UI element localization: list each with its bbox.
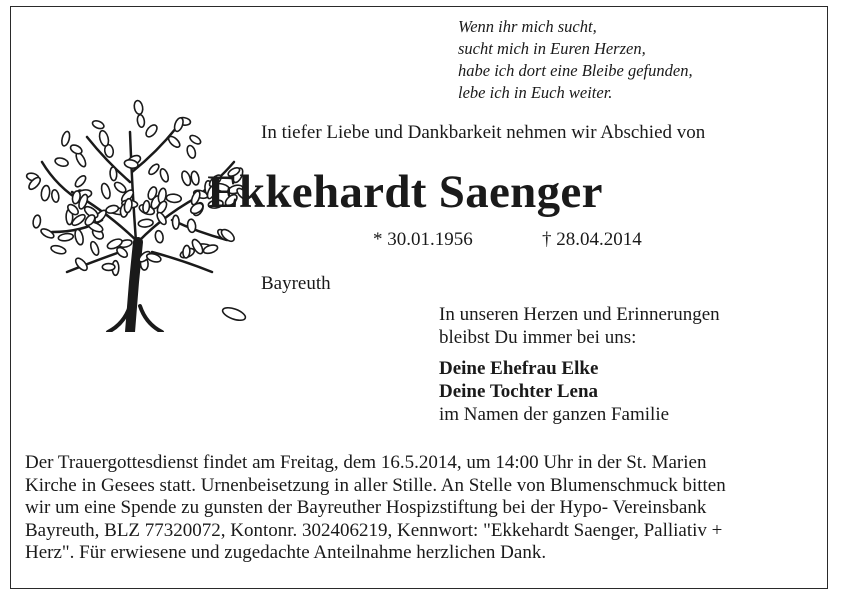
- notice-line: wir um eine Spende zu gunsten der Bayreuther Hospizstiftung bei der Hypo- Vereinsbank: [25, 497, 707, 518]
- tree-leaf: [167, 135, 182, 150]
- tree-leaf: [137, 114, 146, 128]
- falling-leaf: [221, 305, 247, 323]
- daughter-name: Deine Tochter Lena: [439, 381, 599, 402]
- city: Bayreuth: [261, 273, 331, 294]
- family-line: In unseren Herzen und Erinnerungen: [439, 304, 720, 325]
- tree-leaf: [187, 219, 197, 233]
- death-date: † 28.04.2014: [542, 229, 642, 250]
- wife-name: Deine Ehefrau Elke: [439, 358, 599, 379]
- tree-leaf: [60, 131, 71, 147]
- tree-leaf: [98, 130, 110, 147]
- notice-line: Herz". Für erwiesene und zugedachte Anteilnahme herzlichen Dank.: [25, 542, 547, 563]
- funeral-notice: [25, 452, 807, 565]
- tree-leaf: [69, 143, 83, 155]
- poem-line: habe ich dort eine Bleibe gefunden,: [458, 61, 693, 80]
- family-block: [439, 303, 720, 426]
- poem: [458, 16, 693, 104]
- tree-leaf: [138, 219, 154, 228]
- tree-leaf: [182, 245, 190, 258]
- tree-leaf: [186, 144, 197, 159]
- intro-text: In tiefer Liebe und Dankbarkeit nehmen wir Abschied von: [261, 122, 706, 143]
- tree-leaf: [50, 244, 67, 255]
- notice-line: Kirche in Gesees statt. Urnenbeisetzung in aller Stille. An Stelle von Blumenschmuck bitten: [25, 474, 726, 496]
- tree-leaf: [89, 241, 100, 257]
- birth-date: * 30.01.1956: [373, 229, 473, 250]
- tree-leaf: [74, 256, 90, 272]
- notice-line: Bayreuth, BLZ 77320072, Kontonr. 302406219, Kennwort: "Ekkehardt Saenger, Palliativ +: [25, 519, 723, 541]
- tree-leaf: [91, 119, 105, 130]
- tree-leaf: [40, 227, 56, 240]
- tree-leaf: [189, 134, 203, 146]
- poem-line: sucht mich in Euren Herzen,: [458, 39, 646, 58]
- poem-line: Wenn ihr mich sucht,: [458, 17, 597, 36]
- tree-leaf: [144, 123, 159, 139]
- family-line: bleibst Du immer bei uns:: [439, 327, 637, 348]
- tree-leaf: [133, 100, 144, 115]
- deceased-name: Ekkehardt Saenger: [207, 166, 603, 218]
- tree-leaf: [173, 117, 185, 133]
- tree-leaf: [219, 227, 236, 243]
- poem-line: lebe ich in Euch weiter.: [458, 83, 613, 102]
- tree-leaf: [74, 229, 85, 246]
- tree-leaf: [154, 230, 164, 243]
- tree-leaf: [102, 264, 115, 271]
- family-closing: im Namen der ganzen Familie: [439, 404, 670, 425]
- tree-leaf: [58, 233, 74, 242]
- notice-line: Der Trauergottesdienst findet am Freitag, dem 16.5.2014, um 14:00 Uhr in der St. Marien: [25, 452, 707, 473]
